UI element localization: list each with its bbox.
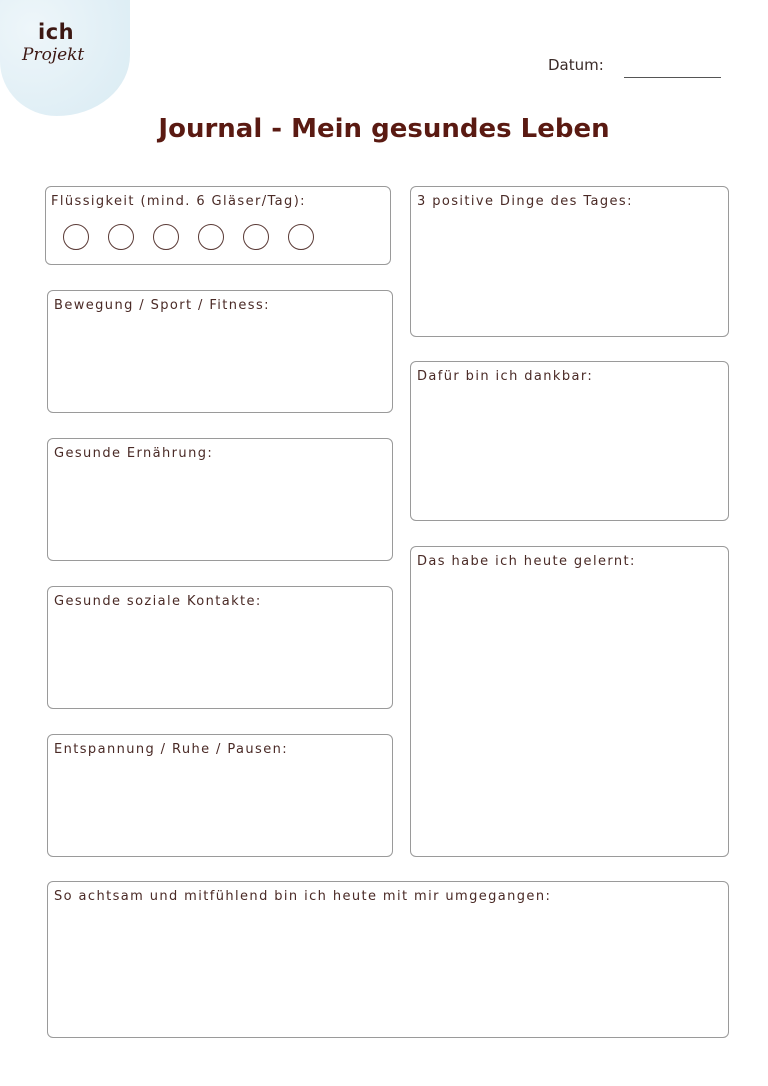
logo-text-projekt: Projekt [22,45,85,65]
mindful-label: So achtsam und mitfühlend bin ich heute mit mir umgegangen: [54,889,552,904]
glass-checkbox-6[interactable] [288,224,314,250]
positive-label: 3 positive Dinge des Tages: [417,194,633,209]
relax-label: Entspannung / Ruhe / Pausen: [54,742,289,757]
grateful-box[interactable] [410,361,729,521]
date-label: Datum: [548,56,604,74]
logo-text-ich: ich [38,20,75,44]
nutrition-box[interactable] [47,438,393,561]
glass-checkbox-1[interactable] [63,224,89,250]
fluid-box[interactable] [45,186,391,265]
mindful-box[interactable] [47,881,729,1038]
nutrition-label: Gesunde Ernährung: [54,446,214,461]
glass-checkbox-4[interactable] [198,224,224,250]
social-box[interactable] [47,586,393,709]
movement-box[interactable] [47,290,393,413]
learned-box[interactable] [410,546,729,857]
grateful-label: Dafür bin ich dankbar: [417,369,594,384]
fluid-label: Flüssigkeit (mind. 6 Gläser/Tag): [51,194,306,209]
page-title: Journal - Mein gesundes Leben [158,114,610,144]
positive-box[interactable] [410,186,729,337]
movement-label: Bewegung / Sport / Fitness: [54,298,270,313]
date-input-line[interactable] [624,77,721,78]
learned-label: Das habe ich heute gelernt: [417,554,636,569]
social-label: Gesunde soziale Kontakte: [54,594,262,609]
glass-checkbox-5[interactable] [243,224,269,250]
glass-checkbox-2[interactable] [108,224,134,250]
glass-checkbox-3[interactable] [153,224,179,250]
relax-box[interactable] [47,734,393,857]
